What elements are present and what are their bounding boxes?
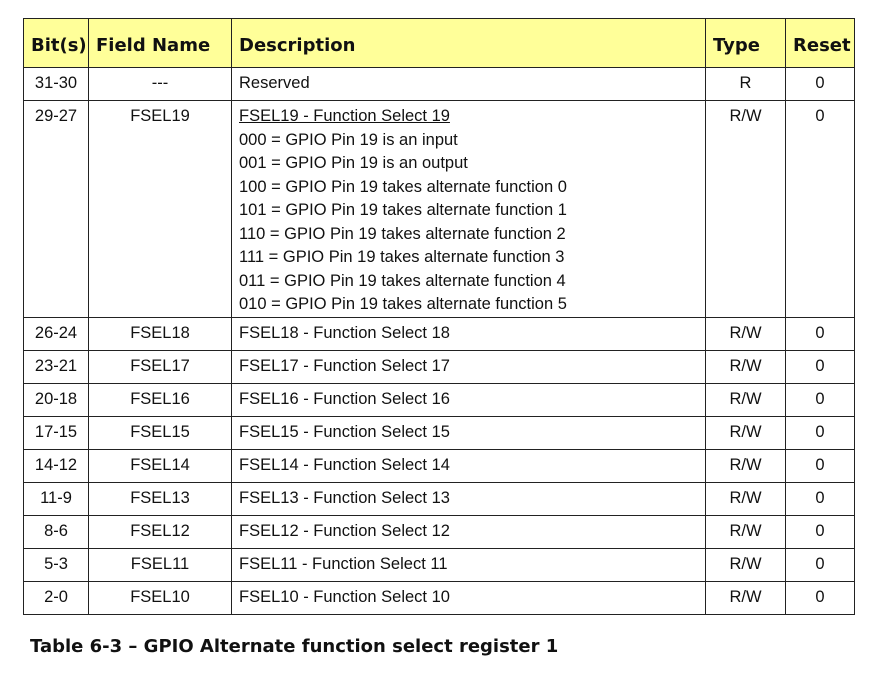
cell-type: R/W <box>706 350 786 383</box>
cell-field-name: FSEL18 <box>89 317 232 350</box>
cell-bits: 29-27 <box>24 101 89 318</box>
header-bits: Bit(s) <box>24 19 89 68</box>
cell-field-name: FSEL12 <box>89 515 232 548</box>
cell-bits: 8-6 <box>24 515 89 548</box>
description-detail: 110 = GPIO Pin 19 takes alternate function 2 <box>239 224 566 243</box>
cell-field-name: FSEL14 <box>89 449 232 482</box>
header-field-name: Field Name <box>89 19 232 68</box>
cell-reset: 0 <box>786 482 855 515</box>
table-row <box>24 515 855 548</box>
table-row <box>24 350 855 383</box>
cell-description: Reserved <box>232 68 706 101</box>
cell-field-name: FSEL10 <box>89 581 232 614</box>
description-detail: 010 = GPIO Pin 19 takes alternate function 5 <box>239 295 567 313</box>
register-table <box>23 18 855 615</box>
cell-reset: 0 <box>786 416 855 449</box>
cell-reset: 0 <box>786 350 855 383</box>
cell-reset: 0 <box>786 515 855 548</box>
cell-type: R/W <box>706 101 786 318</box>
cell-reset: 0 <box>786 101 855 318</box>
cell-reset: 0 <box>786 581 855 614</box>
cell-field-name: FSEL11 <box>89 548 232 581</box>
cell-description: FSEL10 - Function Select 10 <box>232 581 706 614</box>
cell-type: R/W <box>706 449 786 482</box>
cell-field-name: FSEL13 <box>89 482 232 515</box>
cell-type: R <box>706 68 786 101</box>
cell-reset: 0 <box>786 317 855 350</box>
description-title: FSEL19 - Function Select 19 <box>239 107 450 125</box>
cell-description <box>232 101 706 318</box>
description-detail: 001 = GPIO Pin 19 is an output <box>239 154 468 172</box>
cell-field-name: FSEL16 <box>89 383 232 416</box>
cell-field-name: FSEL15 <box>89 416 232 449</box>
cell-bits: 20-18 <box>24 383 89 416</box>
table-row <box>24 101 855 318</box>
cell-bits: 26-24 <box>24 317 89 350</box>
cell-reset: 0 <box>786 68 855 101</box>
cell-description: FSEL17 - Function Select 17 <box>232 350 706 383</box>
table-caption: Table 6-3 – GPIO Alternate function select register 1 <box>30 636 559 657</box>
cell-type: R/W <box>706 581 786 614</box>
cell-reset: 0 <box>786 449 855 482</box>
description-detail: 111 = GPIO Pin 19 takes alternate function 3 <box>239 248 565 266</box>
cell-description: FSEL18 - Function Select 18 <box>232 317 706 350</box>
header-type: Type <box>706 19 786 68</box>
cell-bits: 23-21 <box>24 350 89 383</box>
header-row <box>24 19 855 68</box>
cell-bits: 14-12 <box>24 449 89 482</box>
cell-bits: 17-15 <box>24 416 89 449</box>
description-detail: 101 = GPIO Pin 19 takes alternate function 1 <box>239 201 567 219</box>
table-row <box>24 482 855 515</box>
header-description: Description <box>232 19 706 68</box>
cell-bits: 2-0 <box>24 581 89 614</box>
cell-type: R/W <box>706 416 786 449</box>
header-reset: Reset <box>786 19 855 68</box>
cell-reset: 0 <box>786 548 855 581</box>
cell-type: R/W <box>706 482 786 515</box>
table-row <box>24 548 855 581</box>
cell-field-name: FSEL17 <box>89 350 232 383</box>
description-detail: 100 = GPIO Pin 19 takes alternate function 0 <box>239 177 567 196</box>
cell-type: R/W <box>706 515 786 548</box>
cell-field-name: FSEL19 <box>89 101 232 318</box>
table-row <box>24 383 855 416</box>
cell-bits: 11-9 <box>24 482 89 515</box>
table-row <box>24 317 855 350</box>
description-detail: 011 = GPIO Pin 19 takes alternate function 4 <box>239 271 566 290</box>
cell-field-name: --- <box>89 68 232 101</box>
table-row <box>24 581 855 614</box>
cell-description: FSEL15 - Function Select 15 <box>232 416 706 449</box>
cell-type: R/W <box>706 548 786 581</box>
table-row <box>24 449 855 482</box>
cell-description: FSEL12 - Function Select 12 <box>232 515 706 548</box>
cell-bits: 31-30 <box>24 68 89 101</box>
cell-type: R/W <box>706 383 786 416</box>
cell-bits: 5-3 <box>24 548 89 581</box>
cell-description: FSEL16 - Function Select 16 <box>232 383 706 416</box>
description-detail: 000 = GPIO Pin 19 is an input <box>239 130 458 149</box>
cell-description: FSEL13 - Function Select 13 <box>232 482 706 515</box>
cell-type: R/W <box>706 317 786 350</box>
table-row <box>24 416 855 449</box>
cell-description: FSEL11 - Function Select 11 <box>232 548 706 581</box>
cell-description: FSEL14 - Function Select 14 <box>232 449 706 482</box>
cell-reset: 0 <box>786 383 855 416</box>
table-row <box>24 68 855 101</box>
